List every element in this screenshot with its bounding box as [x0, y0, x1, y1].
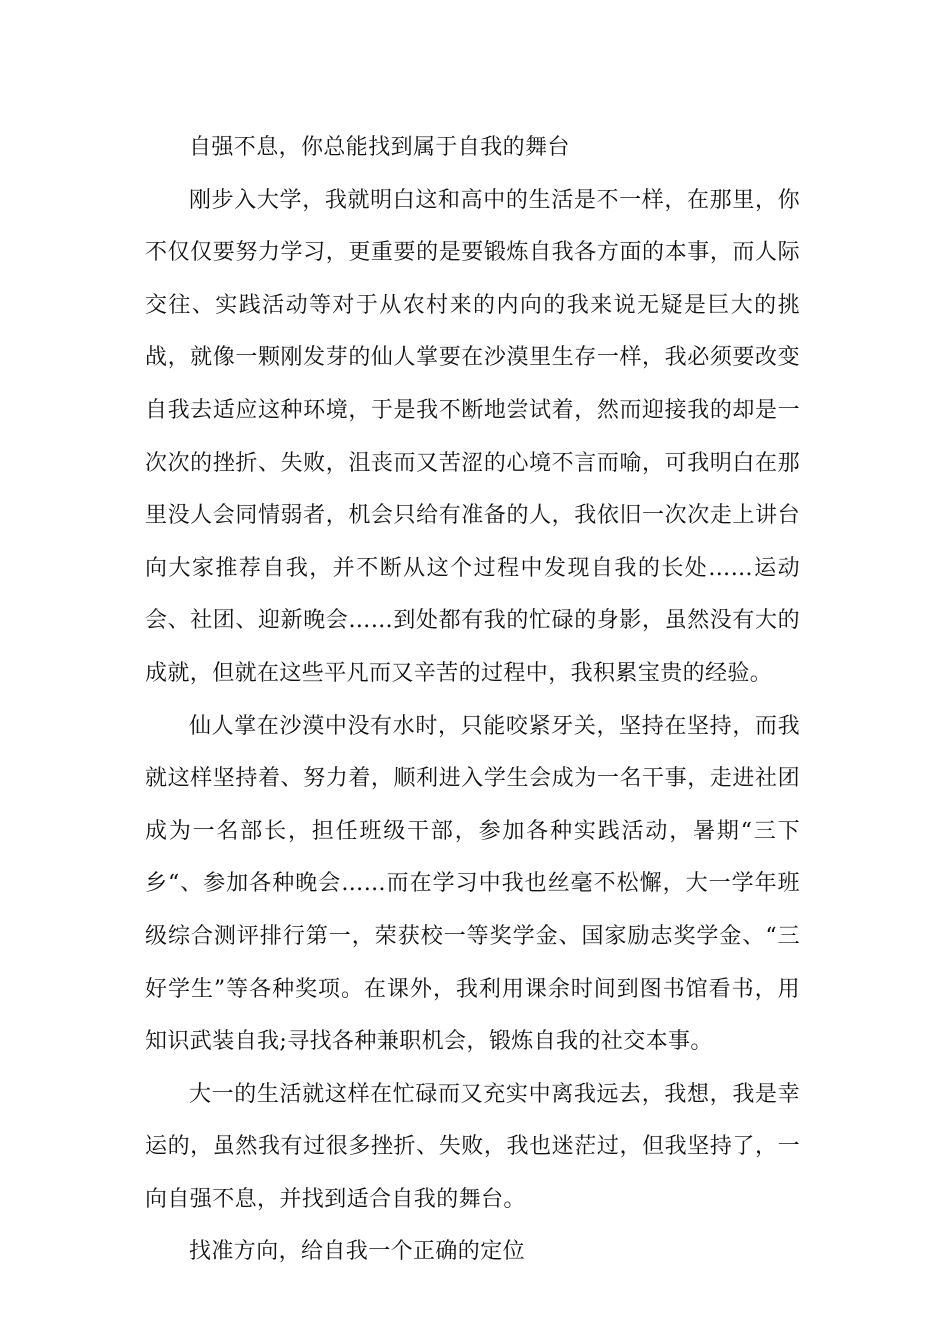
body-paragraph: 刚步入大学，我就明白这和高中的生活是不一样，在那里，你不仅仅要努力学习，更重要的是要锻炼自我各方面的本事，而人际交往、实践活动等对于从农村来的内向的我来说无疑是巨大的挑战，就像一颗刚发芽的仙人掌要在沙漠里生存一样，我必须要改变自我去适应这种环境，于是我不断地尝试着，然而迎接我的却是一次次的挫折、失败，沮丧而又苦涩的心境不言而喻，可我明白在那里没人会同情弱者，机会只给有准备的人，我依旧一次次走上讲台向大家推荐自我，并不断从这个过程中发现自我的长处……运动会、社团、迎新晚会……到处都有我的忙碌的身影，虽然没有大的成就，但就在这些平凡而又辛苦的过程中，我积累宝贵的经验。	[145, 187, 800, 686]
section-heading-direction: 找准方向，给自我一个正确的定位	[189, 1239, 526, 1265]
document-body	[145, 122, 800, 1279]
body-paragraph: 仙人掌在沙漠中没有水时，只能咬紧牙关，坚持在坚持，而我就这样坚持着、努力着，顺利进入学生会成为一名干事，走进社团成为一名部长，担任班级干部，参加各种实践活动，暑期“三下乡“、参加各种晚会……而在学习中我也丝毫不松懈，大一学年班级综合测评排行第一，荣获校一等奖学金、国家励志奖学金、“三好学生”等各种奖项。在课外，我利用课余时间到图书馆看书，用知识武装自我;寻找各种兼职机会，锻炼自我的社交本事。	[145, 713, 800, 1055]
section-heading-self-strengthening: 自强不息，你总能找到属于自我的舞台	[189, 135, 570, 160]
body-paragraph: 大一的生活就这样在忙碌而又充实中离我远去，我想，我是幸运的，虽然我有过很多挫折、失败，我也迷茫过，但我坚持了，一向自强不息，并找到适合自我的舞台。	[145, 1081, 800, 1212]
